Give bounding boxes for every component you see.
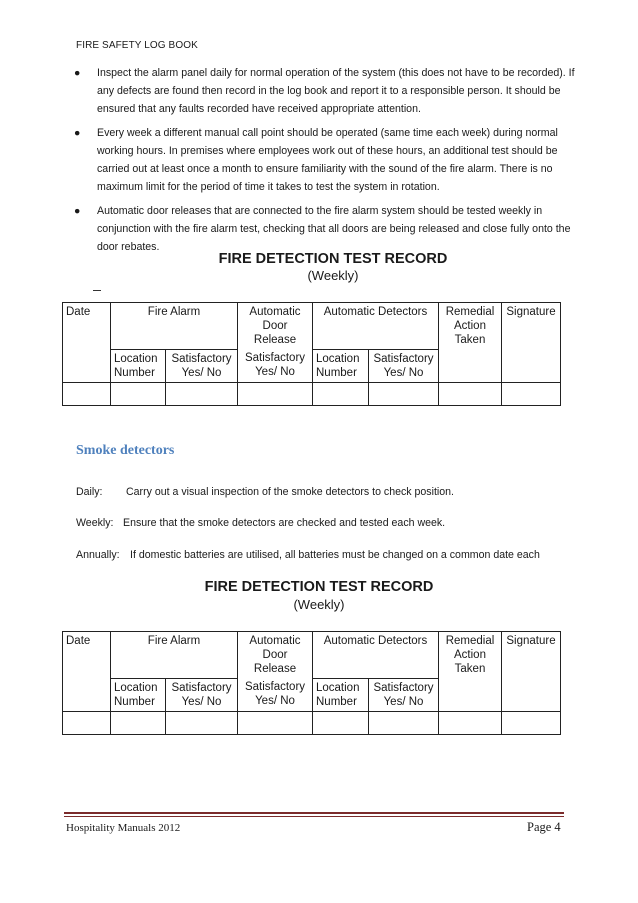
daily-line <box>76 486 454 498</box>
annual-line <box>76 549 540 561</box>
bullet-icon: ● <box>74 205 81 217</box>
entry-cell[interactable] <box>439 382 502 405</box>
entry-cell[interactable] <box>238 382 313 405</box>
subheader-det-satisfactory: Satisfactory Yes/ No <box>369 678 439 711</box>
annual-label: Annually: <box>76 549 120 561</box>
record-title: FIRE DETECTION TEST RECORD <box>218 251 448 267</box>
subheader-door-satisfactory: Satisfactory Yes/ No <box>238 678 313 711</box>
fire-detection-record-table <box>62 302 561 406</box>
header-signature-cont <box>502 678 561 711</box>
header-signature: Signature <box>502 632 561 679</box>
entry-cell[interactable] <box>369 382 439 405</box>
smoke-detectors-heading: Smoke detectors <box>76 443 175 458</box>
footer-rule <box>64 812 564 814</box>
weekly-line <box>76 517 445 529</box>
entry-cell[interactable] <box>313 711 369 734</box>
list-item <box>62 124 582 196</box>
subheader-det-location: Location Number <box>313 349 369 382</box>
entry-cell[interactable] <box>502 382 561 405</box>
header-remedial-cont <box>439 678 502 711</box>
weekly-label: Weekly: <box>76 517 114 529</box>
record-subtitle: (Weekly) <box>307 268 359 283</box>
entry-cell[interactable] <box>166 382 238 405</box>
subheader-satisfactory: Satisfactory Yes/ No <box>166 349 238 382</box>
header-date: Date <box>63 303 111 350</box>
list-item-text: Inspect the alarm panel daily for normal operation of the system (this does not have to be recorded). If any defects are found then record in the log book and report it to a responsible person. It should be ensured that any faults recorded have received appropriate attention. <box>97 67 575 115</box>
list-item <box>62 64 582 118</box>
header-door-release: Automatic Door Release <box>238 303 313 350</box>
entry-cell[interactable] <box>111 382 166 405</box>
header-date-cont <box>63 349 111 382</box>
header-detectors: Automatic Detectors <box>313 632 439 679</box>
entry-cell[interactable] <box>238 711 313 734</box>
entry-cell[interactable] <box>111 711 166 734</box>
header-date: Date <box>63 632 111 679</box>
header-fire-alarm: Fire Alarm <box>111 632 238 679</box>
subheader-door-satisfactory: Satisfactory Yes/ No <box>238 349 313 382</box>
subheader-location: Location Number <box>111 678 166 711</box>
instruction-list <box>62 64 582 262</box>
list-item-text: Automatic door releases that are connected to the fire alarm system should be tested weekly in conjunction with the fire alarm test, checking that all doors are being released and close fully onto the door rebates. <box>97 205 571 253</box>
page-number: Page 4 <box>527 820 561 834</box>
header-door-release: Automatic Door Release <box>238 632 313 679</box>
subheader-det-location: Location Number <box>313 678 369 711</box>
header-detectors: Automatic Detectors <box>313 303 439 350</box>
stray-dash <box>93 290 101 291</box>
footer-publisher: Hospitality Manuals 2012 <box>66 822 181 834</box>
header-remedial-cont <box>439 349 502 382</box>
footer-rule <box>64 816 564 817</box>
list-item <box>62 202 582 256</box>
header-signature-cont <box>502 349 561 382</box>
running-header: FIRE SAFETY LOG BOOK <box>76 40 198 51</box>
entry-cell[interactable] <box>502 711 561 734</box>
fire-detection-record-table <box>62 631 561 735</box>
header-fire-alarm: Fire Alarm <box>111 303 238 350</box>
entry-cell[interactable] <box>166 711 238 734</box>
entry-cell[interactable] <box>63 382 111 405</box>
entry-cell[interactable] <box>439 711 502 734</box>
subheader-det-satisfactory: Satisfactory Yes/ No <box>369 349 439 382</box>
entry-cell[interactable] <box>369 711 439 734</box>
daily-label: Daily: <box>76 486 103 498</box>
bullet-icon: ● <box>74 127 81 139</box>
list-item-text: Every week a different manual call point should be operated (same time each week) during normal working hours. In premises where employees work out of these hours, an additional test should be carried out at least once a month to ensure familiarity with the sound of the fire alarm. There is no maximum limit for the period of time it takes to test the system in rotation. <box>97 127 558 193</box>
record-title: FIRE DETECTION TEST RECORD <box>204 579 434 595</box>
subheader-satisfactory: Satisfactory Yes/ No <box>166 678 238 711</box>
annual-text: If domestic batteries are utilised, all batteries must be changed on a common date each <box>130 549 540 561</box>
entry-cell[interactable] <box>63 711 111 734</box>
header-date-cont <box>63 678 111 711</box>
weekly-text: Ensure that the smoke detectors are checked and tested each week. <box>123 517 446 529</box>
daily-text: Carry out a visual inspection of the smoke detectors to check position. <box>126 486 454 498</box>
record-subtitle: (Weekly) <box>293 597 345 612</box>
subheader-location: Location Number <box>111 349 166 382</box>
header-remedial: Remedial Action Taken <box>439 632 502 679</box>
bullet-icon: ● <box>74 67 81 79</box>
entry-cell[interactable] <box>313 382 369 405</box>
header-signature: Signature <box>502 303 561 350</box>
header-remedial: Remedial Action Taken <box>439 303 502 350</box>
